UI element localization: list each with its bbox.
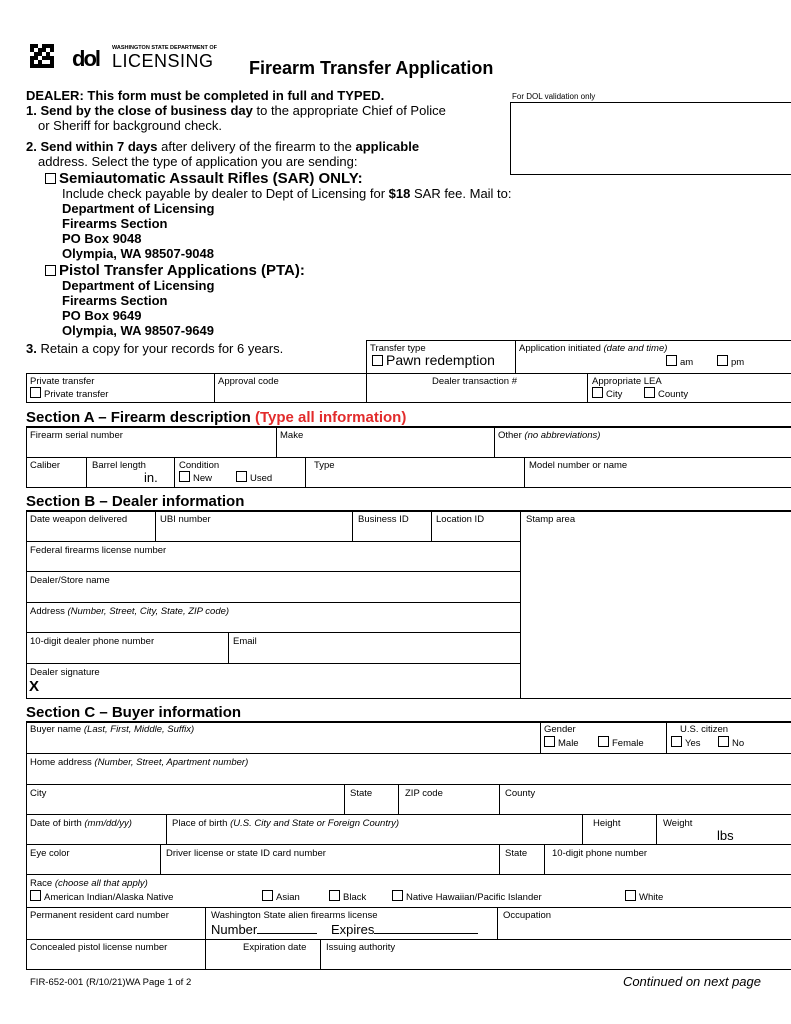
sar-address-line: PO Box 9048 (62, 231, 142, 246)
alien-expires-label (331, 922, 478, 937)
store-name-label: Dealer/Store name (30, 575, 110, 586)
race-text: Race (30, 878, 55, 889)
pm-option[interactable] (717, 355, 744, 368)
city-label: City (30, 788, 47, 799)
sar-note-a: Include check payable by dealer to Dept of Licensing for (62, 186, 389, 201)
private-transfer-checkbox[interactable] (30, 387, 41, 398)
form-id: FIR-652-001 (R/10/21)WA Page 1 of 2 (30, 977, 192, 988)
sar-address-line: Olympia, WA 98507-9048 (62, 246, 214, 261)
lea-county-option[interactable] (644, 387, 688, 400)
dl-label: Driver license or state ID card number (166, 848, 326, 859)
sar-address (62, 201, 214, 261)
am-checkbox[interactable] (666, 355, 677, 366)
gender-label: Gender (544, 724, 576, 735)
step-3-text: Retain a copy for your records for 6 years. (36, 341, 284, 356)
race-option-label: Native Hawaiian/Pacific Islander (406, 892, 542, 903)
dob-italic: (mm/dd/yy) (84, 818, 132, 829)
qr-code-icon (30, 44, 54, 68)
new-checkbox[interactable] (179, 471, 190, 482)
no-label: No (732, 738, 745, 749)
new-label: New (193, 473, 213, 484)
private-transfer-option[interactable] (30, 387, 108, 400)
section-c-title: Section C – Buyer information (26, 704, 242, 721)
private-transfer-label: Private transfer (30, 376, 95, 387)
female-checkbox[interactable] (598, 736, 609, 747)
state-label: State (350, 788, 373, 799)
sar-option[interactable] (45, 170, 363, 187)
private-transfer-text: Private transfer (44, 389, 109, 400)
sar-fee: $18 (388, 186, 411, 201)
buyer-name-text: Buyer name (30, 724, 84, 735)
model-label: Model number or name (529, 460, 628, 471)
dealer-note: DEALER: This form must be completed in full and TYPED. (26, 88, 385, 103)
county-label: County (505, 788, 536, 799)
email-label: Email (233, 636, 257, 647)
race-checkbox[interactable] (392, 890, 403, 901)
dob-text: Date of birth (30, 818, 85, 829)
ubi-label: UBI number (160, 514, 211, 525)
used-label: Used (250, 473, 273, 484)
condition-label: Condition (179, 460, 220, 471)
expires-text: Expires (331, 922, 375, 937)
transfer-type-label: Transfer type (370, 343, 426, 354)
initiated-italic: (date and time) (603, 343, 668, 354)
race-italic: (choose all that apply) (54, 878, 148, 889)
race-option-label: American Indian/Alaska Native (44, 892, 174, 903)
initiated-label (519, 343, 667, 354)
sar-address-line: Firearms Section (62, 216, 168, 231)
weight-unit: lbs (717, 828, 734, 843)
race-option-hawaiian[interactable] (392, 890, 542, 903)
form-title: Firearm Transfer Application (249, 58, 494, 78)
buyer-name-italic: (Last, First, Middle, Suffix) (83, 724, 195, 735)
barrel-label: Barrel length (92, 460, 146, 471)
barrel-unit: in. (144, 470, 158, 485)
alien-number-label (211, 922, 317, 937)
date-delivered-label: Date weapon delivered (30, 514, 128, 525)
number-underline (257, 933, 317, 934)
race-checkbox[interactable] (30, 890, 41, 901)
step-1-rest: to the appropriate Chief of Police (252, 103, 446, 118)
female-option[interactable] (598, 736, 644, 749)
agency-name: LICENSING (112, 51, 214, 71)
dol-box-label: For DOL validation only (512, 92, 596, 101)
home-address-text: Home address (30, 757, 95, 768)
male-checkbox[interactable] (544, 736, 555, 747)
dol-logo-mark: dol (72, 46, 99, 71)
pta-checkbox[interactable] (45, 265, 56, 276)
expires-underline (374, 933, 478, 934)
step-1-num: 1. (26, 103, 37, 118)
step-2-bold: Send within 7 days (40, 139, 158, 154)
pawn-redemption-option[interactable] (372, 352, 495, 368)
race-checkbox[interactable] (329, 890, 340, 901)
am-option[interactable] (666, 355, 693, 368)
county-checkbox[interactable] (644, 387, 655, 398)
race-option-label: Asian (276, 892, 300, 903)
no-checkbox[interactable] (718, 736, 729, 747)
yes-checkbox[interactable] (671, 736, 682, 747)
stamp-area-label: Stamp area (526, 514, 576, 525)
height-label: Height (593, 818, 621, 829)
zip-label: ZIP code (405, 788, 443, 799)
alien-license-label: Washington State alien firearms license (211, 910, 378, 921)
lea-city-option[interactable] (592, 387, 622, 400)
buyer-name-label (30, 724, 194, 735)
prc-label: Permanent resident card number (30, 910, 169, 921)
caliber-label: Caliber (30, 460, 61, 471)
yes-label: Yes (685, 738, 701, 749)
cpl-label: Concealed pistol license number (30, 942, 168, 953)
dealer-signature-label: Dealer signature (30, 667, 100, 678)
step-1 (26, 103, 506, 133)
race-checkbox[interactable] (625, 890, 636, 901)
used-checkbox[interactable] (236, 471, 247, 482)
dealer-address-label (30, 606, 229, 617)
step-2-line2: address. Select the type of application you are sending: (38, 154, 358, 169)
occupation-label: Occupation (503, 910, 552, 921)
race-option-native[interactable] (30, 890, 173, 903)
pta-address-line: PO Box 9649 (62, 308, 142, 323)
section-a-title (26, 409, 406, 426)
location-id-label: Location ID (436, 514, 485, 525)
citizen-label: U.S. citizen (680, 724, 729, 735)
dob-label (30, 818, 132, 829)
signature-mark: X (29, 678, 40, 695)
type-label: Type (314, 460, 335, 471)
used-option[interactable] (236, 471, 272, 484)
dealer-transaction-label: Dealer transaction # (432, 376, 518, 387)
male-label: Male (558, 738, 579, 749)
no-option[interactable] (718, 736, 744, 749)
pta-address-line: Department of Licensing (62, 278, 215, 293)
race-option-label: White (639, 892, 664, 903)
step-3-num: 3. (26, 341, 37, 356)
pta-option[interactable] (45, 262, 305, 279)
pob-label (172, 818, 399, 829)
initiated-text: Application initiated (519, 343, 604, 354)
step-2-mid: after delivery of the firearm to the (157, 139, 356, 154)
address-italic: (Number, Street, City, State, ZIP code) (67, 606, 230, 617)
number-text: Number (211, 922, 258, 937)
sar-note (62, 186, 512, 201)
section-a-heading: Section A – Firearm description (26, 409, 255, 426)
race-option-black[interactable] (329, 890, 366, 903)
dol-validation-box (510, 102, 791, 175)
home-address-italic: (Number, Street, Apartment number) (94, 757, 249, 768)
pawn-label: Pawn redemption (386, 352, 495, 368)
step-1-line2: or Sheriff for background check. (38, 118, 223, 133)
race-option-asian[interactable] (262, 890, 300, 903)
licensing-logo (72, 44, 232, 72)
city-label: City (606, 389, 623, 400)
pta-address (62, 278, 214, 338)
race-option-white[interactable] (625, 890, 663, 903)
section-b-title: Section B – Dealer information (26, 493, 245, 510)
expiration-date-label: Expiration date (243, 942, 307, 953)
pta-title: Pistol Transfer Applications (PTA): (59, 262, 305, 279)
pm-checkbox[interactable] (717, 355, 728, 366)
step-1-bold: Send by the close of business day (40, 103, 253, 118)
county-label: County (658, 389, 689, 400)
race-checkbox[interactable] (262, 890, 273, 901)
other-text: Other (498, 430, 525, 441)
pta-address-line: Olympia, WA 98507-9649 (62, 323, 214, 338)
race-label (30, 878, 148, 889)
step-2 (26, 139, 506, 169)
issuing-authority-label: Issuing authority (326, 942, 396, 953)
sar-title: Semiautomatic Assault Rifles (SAR) ONLY: (59, 170, 363, 187)
make-label: Make (280, 430, 304, 441)
dealer-phone-label: 10-digit dealer phone number (30, 636, 155, 647)
new-option[interactable] (179, 471, 212, 484)
male-option[interactable] (544, 736, 579, 749)
buyer-phone-label: 10-digit phone number (552, 848, 648, 859)
sar-checkbox[interactable] (45, 173, 56, 184)
step-2-num: 2. (26, 139, 37, 154)
approval-code-label: Approval code (218, 376, 279, 387)
serial-label: Firearm serial number (30, 430, 123, 441)
pta-address-line: Firearms Section (62, 293, 168, 308)
other-label (498, 430, 600, 441)
step-2-bold2: applicable (355, 139, 420, 154)
sar-note-b: SAR fee. Mail to: (410, 186, 512, 201)
city-checkbox[interactable] (592, 387, 603, 398)
race-option-label: Black (343, 892, 367, 903)
lea-label: Appropriate LEA (592, 376, 662, 387)
pob-italic: (U.S. City and State or Foreign Country) (230, 818, 400, 829)
other-italic: (no abbreviations) (524, 430, 601, 441)
eye-color-label: Eye color (30, 848, 70, 859)
pob-text: Place of birth (172, 818, 231, 829)
step-3 (26, 341, 283, 356)
yes-option[interactable] (671, 736, 701, 749)
am-label: am (680, 357, 694, 368)
business-id-label: Business ID (358, 514, 409, 525)
sar-address-line: Department of Licensing (62, 201, 215, 216)
section-a-note: (Type all information) (254, 409, 407, 426)
pawn-checkbox[interactable] (372, 355, 383, 366)
ffl-label: Federal firearms license number (30, 545, 167, 556)
address-text: Address (30, 606, 68, 617)
dl-state-label: State (505, 848, 528, 859)
weight-label: Weight (663, 818, 693, 829)
continued-note: Continued on next page (622, 974, 761, 989)
agency-top: WASHINGTON STATE DEPARTMENT OF (112, 45, 218, 51)
home-address-label (30, 757, 248, 768)
female-label: Female (612, 738, 644, 749)
pm-label: pm (731, 357, 745, 368)
